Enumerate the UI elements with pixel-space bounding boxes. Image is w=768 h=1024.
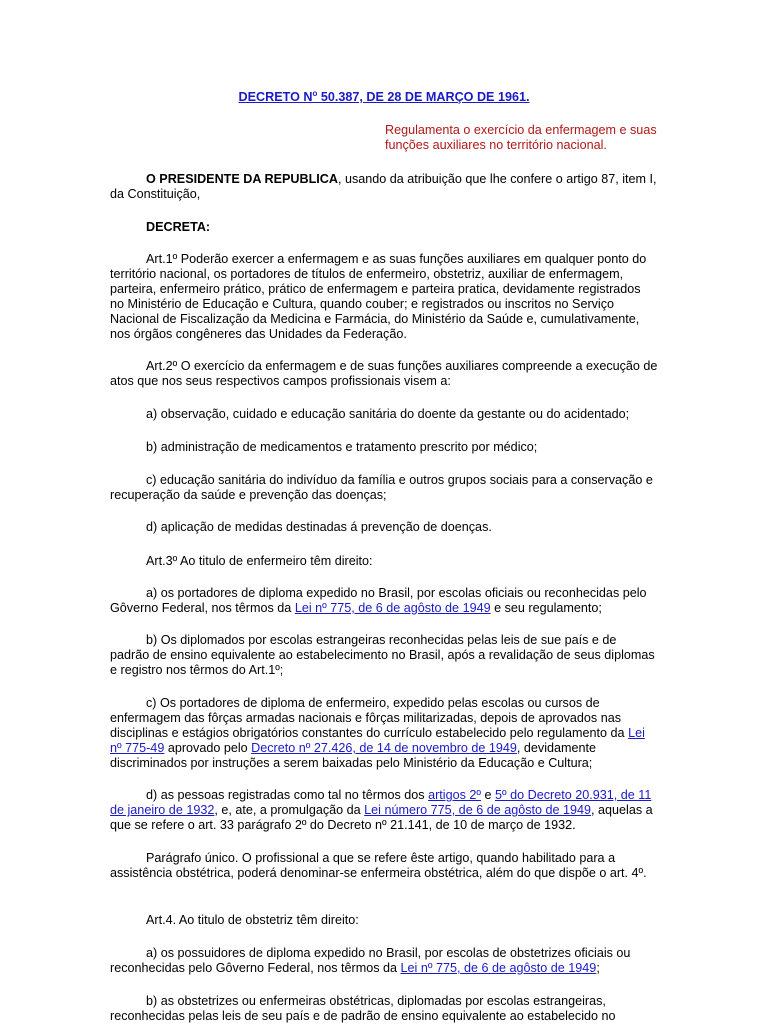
title-superscript: o	[312, 88, 318, 98]
article-2-item-b: b) administração de medicamentos e tratamento prescrito por médico;	[146, 440, 538, 454]
law-775-link[interactable]: Lei nº 775, de 6 de agôsto de 1949	[294, 601, 491, 615]
article-2-item-d: d) aplicação de medidas destinadas á prevenção de doenças.	[146, 520, 492, 534]
article-4-item-a: a) os possuidores de diploma expedido no Brasil, por escolas de obstetrizes oficiais ou reconhecidas pelo Gôverno Federal, nos têrmos da Lei nº 775, de 6 de agôsto de 1949;	[110, 946, 631, 975]
title-text: DECRETO N	[238, 90, 313, 104]
president-heading: O PRESIDENTE DA REPUBLICA	[146, 172, 338, 186]
article-3-item-b: b) Os diplomados por escolas estrangeiras reconhecidas pelas leis de sue país e de padrão de ensino equivalente ao estabelecimento no Brasil, após a revalidação de seus diplomas e registro nos têrmos do Art.1º;	[110, 633, 655, 677]
article-2-item-a: a) observação, cuidado e educação sanitária do doente da gestante ou do acidentado;	[146, 407, 630, 421]
article-2: Art.2º O exercício da enfermagem e de suas funções auxiliares compreende a execução de atos que nos seus respectivos campos profissionais visem a:	[110, 359, 658, 388]
law-number-775-link[interactable]: Lei número 775, de 6 de agôsto de 1949	[364, 803, 592, 817]
article-4: Art.4. Ao titulo de obstetriz têm direito:	[146, 913, 359, 927]
article-3-sole-paragraph: Parágrafo único. O profissional a que se refere êste artigo, quando habilitado para a assistência obstétrica, poderá denominar-se enfermeira obstétrica, além do que dispõe o art. 4º.	[110, 851, 647, 880]
decreta-heading: DECRETA:	[146, 220, 211, 234]
law-775-49-link[interactable]: Lei nº 775-49	[110, 726, 645, 755]
article-2-item-c: c) educação sanitária do indivíduo da família e outros grupos sociais para a conservação e recuperação da saúde e prevenção das doenças;	[110, 473, 653, 502]
articles-2-link[interactable]: artigos 2º	[428, 788, 481, 802]
law-775-link-2[interactable]: Lei nº 775, de 6 de agôsto de 1949	[400, 961, 597, 975]
decree-20931-link[interactable]: 5º do Decreto 20.931, de 11 de janeiro de 1932	[110, 788, 652, 817]
article-3-item-a: a) os portadores de diploma expedido no Brasil, por escolas oficiais ou reconhecidas pelo Gôverno Federal, nos têrmos da Lei nº 775, de 6 de agôsto de 1949 e seu regulamento;	[110, 586, 647, 615]
decree-summary: Regulamenta o exercício da enfermagem e suas funções auxiliares no território nacional.	[385, 123, 657, 152]
article-3-item-c: c) Os portadores de diploma de enfermeiro, expedido pelas escolas ou cursos de enfermagem das fôrças armadas nacionais e fôrças militarizadas, depois de aprovados nas disciplinas e estágios obrigatórios constantes do currículo estabelecido pelo regulamento da Lei nº 775-49 aprovado pelo Decreto nº 27.426, de 14 de novembro de 1949, devidamente discriminados por instruções a serem baixadas pelo Ministério da Educação e Cultura;	[110, 696, 645, 770]
title-date: 50.387, DE 28 DE MARÇO DE 1961.	[317, 90, 530, 104]
decree-27426-link[interactable]: Decreto nº 27.426, de 14 de novembro de 1949	[251, 741, 517, 755]
article-3: Art.3º Ao titulo de enfermeiro têm direito:	[146, 554, 373, 568]
preamble-text: , usando da atribuição que lhe confere o artigo 87, item I, da Constituição,	[110, 172, 657, 201]
article-1: Art.1º Poderão exercer a enfermagem e as suas funções auxiliares em qualquer ponto do território nacional, os portadores de títulos de enfermeiro, obstetriz, auxiliar de enfermagem, parteira, enfermeiro prático, prático de enfermagem e parteira pratica, devidamente registrados no Ministério de Educação e Cultura, quando couber; e registrados ou inscritos no Serviço Nacional de Fiscalização da Medicina e Farmácia, do Ministério da Saúde e, cumulativamente, nos órgãos congêneres das Unidades da Federação.	[110, 252, 647, 341]
article-3-item-d: d) as pessoas registradas como tal no têrmos dos artigos 2º e 5º do Decreto 20.931, de 11 de janeiro de 1932, e, ate, a promulgação da Lei número 775, de 6 de agôsto de 1949, aquelas a que se refere o art. 33 parágrafo 2º do Decreto nº 21.141, de 10 de março de 1932.	[110, 788, 653, 832]
article-4-item-b: b) as obstetrizes ou enfermeiras obstétricas, diplomadas por escolas estrangeiras, reconhecidas pelas leis de seu país e de padrão de ensino equivalente ao estabelecido no	[110, 994, 616, 1023]
preamble	[110, 172, 658, 202]
decree-title	[110, 90, 658, 105]
